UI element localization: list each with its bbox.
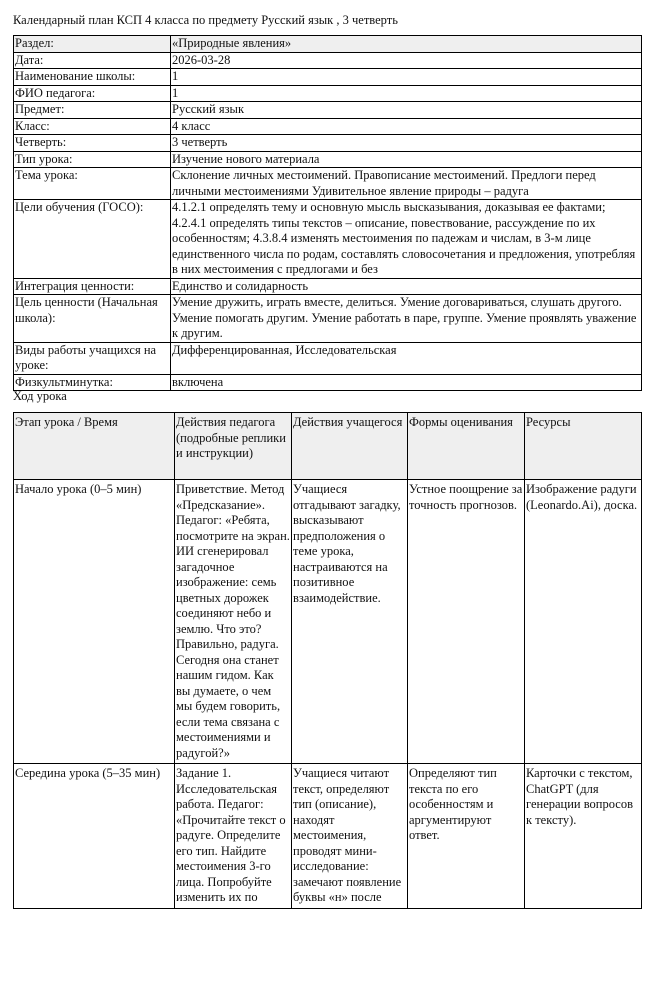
info-value: «Природные явления» bbox=[171, 36, 642, 53]
info-row-school bbox=[14, 69, 642, 86]
info-label: Тема урока: bbox=[14, 168, 171, 200]
teacher-actions-cell: Приветствие. Метод «Предсказание». Педагог: «Ребята, посмотрите на экран. ИИ сгенерировал загадочное изображение: семь цветных дорожек соединяют небо и землю. Что это? Правильно, радуга. Сегодня она станет нашим гидом. Как вы думаете, о чем мы будем говорить, если тема связана с местоимениями и радугой?» bbox=[175, 480, 292, 764]
teacher-actions-cell: Задание 1. Исследовательская работа. Педагог: «Прочитайте текст о радуге. Определите его тип. Найдите местоимения 3-го лица. Попробуйте изменить их по bbox=[175, 764, 292, 909]
info-value: Умение дружить, играть вместе, делиться. Умение договариваться, слушать другого. Умение помогать другим. Умение работать в паре, группе. Умение проявлять уважение к другим. bbox=[171, 295, 642, 343]
stage-cell: Начало урока (0–5 мин) bbox=[14, 480, 175, 764]
assessment-cell: Определяют тип текста по его особенностям и аргументируют ответ. bbox=[408, 764, 525, 909]
info-row-section bbox=[14, 36, 642, 53]
info-row-value-goal bbox=[14, 295, 642, 343]
header-stage: Этап урока / Время bbox=[14, 413, 175, 480]
info-value: 4.1.2.1 определять тему и основную мысль высказывания, доказывая ее фактами; 4.2.4.1 определять типы текстов – описание, повествование, рассуждение по их особенностям; 4.3.8.4 изменять местоимения по падежам и числам, в 3-м лице единственного числа по родам, составлять словосочетания и предложения, употребляя в них местоимения с предлогами и без bbox=[171, 200, 642, 279]
info-value: 1 bbox=[171, 85, 642, 102]
flow-row-middle bbox=[14, 764, 642, 909]
lesson-info-table bbox=[13, 35, 642, 391]
header-student-actions: Действия учащегося bbox=[292, 413, 408, 480]
info-label: Тип урока: bbox=[14, 151, 171, 168]
resources-cell: Изображение радуги (Leonardo.Ai), доска. bbox=[525, 480, 642, 764]
info-value: 2026-03-28 bbox=[171, 52, 642, 69]
info-label: Виды работы учащихся на уроке: bbox=[14, 342, 171, 374]
info-label: Наименование школы: bbox=[14, 69, 171, 86]
student-actions-cell: Учащиеся отгадывают загадку, высказывают предположения о теме урока, настраиваются на позитивное взаимодействие. bbox=[292, 480, 408, 764]
info-label: Дата: bbox=[14, 52, 171, 69]
student-actions-cell: Учащиеся читают текст, определяют тип (описание), находят местоимения, проводят мини-исследование: замечают появление буквы «н» после bbox=[292, 764, 408, 909]
info-value: Русский язык bbox=[171, 102, 642, 119]
info-row-lesson-type bbox=[14, 151, 642, 168]
info-label: Интеграция ценности: bbox=[14, 278, 171, 295]
info-row-value-integration bbox=[14, 278, 642, 295]
document-title: Календарный план КСП 4 класса по предмету Русский язык , 3 четверть bbox=[13, 13, 398, 27]
info-label: Цели обучения (ГОСО): bbox=[14, 200, 171, 279]
info-label: Раздел: bbox=[14, 36, 171, 53]
info-label: Предмет: bbox=[14, 102, 171, 119]
info-label: Цель ценности (Начальная школа): bbox=[14, 295, 171, 343]
lesson-course-heading: Ход урока bbox=[13, 389, 67, 403]
info-value: 4 класс bbox=[171, 118, 642, 135]
info-value: Единство и солидарность bbox=[171, 278, 642, 295]
header-teacher-actions: Действия педагога (подробные реплики и инструкции) bbox=[175, 413, 292, 480]
info-value: Склонение личных местоимений. Правописание местоимений. Предлоги перед личными местоимениями Удивительное явление природы – радуга bbox=[171, 168, 642, 200]
lesson-flow-table bbox=[13, 412, 642, 909]
info-value: Дифференцированная, Исследовательская bbox=[171, 342, 642, 374]
header-resources: Ресурсы bbox=[525, 413, 642, 480]
info-value: Изучение нового материала bbox=[171, 151, 642, 168]
info-value: включена bbox=[171, 374, 642, 391]
info-row-topic bbox=[14, 168, 642, 200]
header-assessment: Формы оценивания bbox=[408, 413, 525, 480]
info-label: Физкультминутка: bbox=[14, 374, 171, 391]
info-row-teacher bbox=[14, 85, 642, 102]
info-label: ФИО педагога: bbox=[14, 85, 171, 102]
info-value: 3 четверть bbox=[171, 135, 642, 152]
assessment-cell: Устное поощрение за точность прогнозов. bbox=[408, 480, 525, 764]
info-label: Четверть: bbox=[14, 135, 171, 152]
info-row-goals bbox=[14, 200, 642, 279]
stage-cell: Середина урока (5–35 мин) bbox=[14, 764, 175, 909]
info-value: 1 bbox=[171, 69, 642, 86]
info-row-quarter bbox=[14, 135, 642, 152]
info-row-grade bbox=[14, 118, 642, 135]
info-label: Класс: bbox=[14, 118, 171, 135]
info-row-date bbox=[14, 52, 642, 69]
info-row-subject bbox=[14, 102, 642, 119]
flow-header-row bbox=[14, 413, 642, 480]
info-row-exercise-break bbox=[14, 374, 642, 391]
info-row-work-types bbox=[14, 342, 642, 374]
resources-cell: Карточки с текстом, ChatGPT (для генерации вопросов к тексту). bbox=[525, 764, 642, 909]
flow-row-beginning bbox=[14, 480, 642, 764]
